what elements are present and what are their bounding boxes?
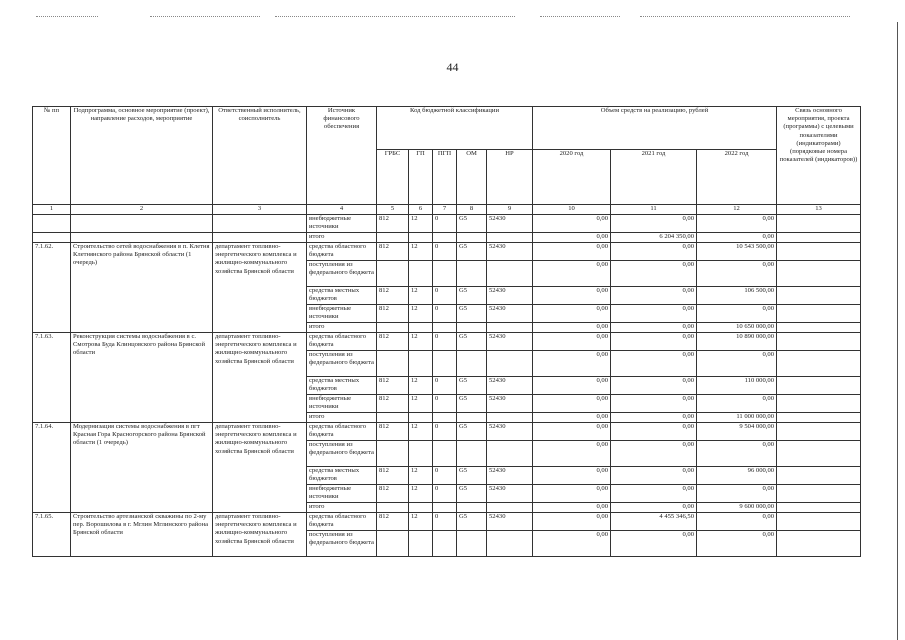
amount-y2020: 0,00 [533, 233, 611, 243]
source-cell: средства областного бюджета [307, 513, 377, 531]
amount-y2020: 0,00 [533, 287, 611, 305]
link-cell [777, 441, 861, 467]
pgp-cell [433, 531, 457, 557]
pgp-cell: 0 [433, 513, 457, 531]
amount-y2020: 0,00 [533, 215, 611, 233]
pgp-cell [433, 323, 457, 333]
amount-y2020: 0,00 [533, 333, 611, 351]
header-program: Подпрограмма, основное мероприятие (проект), направление расходов, мероприятие [71, 107, 213, 205]
om-cell: G5 [457, 333, 487, 351]
amount-y2021: 0,00 [611, 531, 697, 557]
amount-y2021: 0,00 [611, 503, 697, 513]
source-cell: средства местных бюджетов [307, 287, 377, 305]
nr-cell [487, 441, 533, 467]
gp-cell [409, 531, 433, 557]
gp-cell [409, 261, 433, 287]
amount-y2022: 96 000,00 [697, 467, 777, 485]
source-cell: внебюджетные источники [307, 395, 377, 413]
nr-cell [487, 531, 533, 557]
grbs-cell [377, 531, 409, 557]
amount-y2021: 0,00 [611, 215, 697, 233]
header-source: Источник финансового обеспечения [307, 107, 377, 205]
nr-cell: 52430 [487, 377, 533, 395]
gp-cell [409, 413, 433, 423]
link-cell [777, 503, 861, 513]
nr-cell: 52430 [487, 395, 533, 413]
header-2021: 2021 год [611, 150, 697, 205]
amount-y2021: 0,00 [611, 287, 697, 305]
pgp-cell [433, 413, 457, 423]
header-gp: ГП [409, 150, 433, 205]
amount-y2022: 10 650 000,00 [697, 323, 777, 333]
amount-y2020: 0,00 [533, 261, 611, 287]
amount-y2020: 0,00 [533, 395, 611, 413]
gp-cell [409, 351, 433, 377]
col-number: 12 [697, 205, 777, 215]
grbs-cell: 812 [377, 485, 409, 503]
amount-y2021: 0,00 [611, 377, 697, 395]
col-number: 6 [409, 205, 433, 215]
item-name: Строительство артезианской скважины по 2-му пер. Ворошилова в г. Мглин Мглинского района Брянской области [71, 513, 213, 557]
table-row [33, 215, 861, 233]
table-row [33, 513, 861, 531]
column-numbers-row [33, 205, 861, 215]
table-row [33, 243, 861, 261]
col-number: 7 [433, 205, 457, 215]
amount-y2022: 10 543 500,00 [697, 243, 777, 261]
amount-y2021: 0,00 [611, 395, 697, 413]
amount-y2021: 0,00 [611, 441, 697, 467]
budget-table [32, 106, 861, 557]
amount-y2022: 0,00 [697, 441, 777, 467]
table-row [33, 423, 861, 441]
item-responsible: департамент топливно-энергетического комплекса и жилищно-коммунального хозяйства Брянской области [213, 243, 307, 333]
pgp-cell [433, 233, 457, 243]
source-cell: поступления из федерального бюджета [307, 351, 377, 377]
link-cell [777, 233, 861, 243]
nr-cell: 52430 [487, 333, 533, 351]
col-number: 8 [457, 205, 487, 215]
pgp-cell: 0 [433, 395, 457, 413]
link-cell [777, 423, 861, 441]
amount-y2021: 0,00 [611, 413, 697, 423]
header-budget-code: Код бюджетной классификации [377, 107, 533, 150]
om-cell: G5 [457, 423, 487, 441]
gp-cell: 12 [409, 423, 433, 441]
gp-cell: 12 [409, 513, 433, 531]
source-cell: итого [307, 503, 377, 513]
gp-cell: 12 [409, 467, 433, 485]
om-cell: G5 [457, 395, 487, 413]
nr-cell [487, 351, 533, 377]
nr-cell [487, 503, 533, 513]
col-number: 11 [611, 205, 697, 215]
item-name: Строительство сетей водоснабжения в п. Клетня Клетнянского района Брянской области (1 очередь) [71, 243, 213, 333]
amount-y2022: 106 500,00 [697, 287, 777, 305]
program-cell [71, 233, 213, 243]
gp-cell: 12 [409, 243, 433, 261]
grbs-cell [377, 441, 409, 467]
nr-cell [487, 323, 533, 333]
col-number: 1 [33, 205, 71, 215]
om-cell: G5 [457, 305, 487, 323]
gp-cell: 12 [409, 333, 433, 351]
pgp-cell [433, 351, 457, 377]
pgp-cell: 0 [433, 485, 457, 503]
amount-y2020: 0,00 [533, 485, 611, 503]
col-number: 4 [307, 205, 377, 215]
header-link: Связь основного мероприятия, проекта (программы) с целевыми показателями (индикаторами) (порядковые номера показателей (индикаторов)) [777, 107, 861, 205]
link-cell [777, 395, 861, 413]
grbs-cell: 812 [377, 305, 409, 323]
om-cell [457, 261, 487, 287]
amount-y2021: 0,00 [611, 467, 697, 485]
scan-header-artifacts [0, 0, 905, 28]
amount-y2021: 0,00 [611, 243, 697, 261]
item-number: 7.1.62. [33, 243, 71, 333]
header-row [33, 107, 861, 150]
gp-cell: 12 [409, 305, 433, 323]
amount-y2022: 0,00 [697, 215, 777, 233]
pgp-cell [433, 503, 457, 513]
grbs-cell: 812 [377, 243, 409, 261]
amount-y2021: 0,00 [611, 351, 697, 377]
col-number: 9 [487, 205, 533, 215]
scan-artifact [540, 16, 620, 17]
grbs-cell: 812 [377, 333, 409, 351]
page-edge-line [897, 22, 898, 640]
table-row [33, 233, 861, 243]
link-cell [777, 377, 861, 395]
num-cell [33, 215, 71, 233]
link-cell [777, 261, 861, 287]
om-cell [457, 413, 487, 423]
amount-y2021: 0,00 [611, 485, 697, 503]
link-cell [777, 323, 861, 333]
amount-y2021: 0,00 [611, 305, 697, 323]
amount-y2021: 0,00 [611, 333, 697, 351]
item-number: 7.1.65. [33, 513, 71, 557]
nr-cell: 52430 [487, 423, 533, 441]
amount-y2020: 0,00 [533, 243, 611, 261]
amount-y2022: 0,00 [697, 395, 777, 413]
scan-artifact [275, 16, 515, 17]
amount-y2020: 0,00 [533, 467, 611, 485]
header-2020: 2020 год [533, 150, 611, 205]
grbs-cell: 812 [377, 513, 409, 531]
amount-y2022: 11 000 000,00 [697, 413, 777, 423]
grbs-cell: 812 [377, 467, 409, 485]
nr-cell: 52430 [487, 513, 533, 531]
amount-y2022: 0,00 [697, 531, 777, 557]
amount-y2021: 4 455 346,50 [611, 513, 697, 531]
om-cell [457, 233, 487, 243]
source-cell: средства местных бюджетов [307, 377, 377, 395]
pgp-cell: 0 [433, 305, 457, 323]
nr-cell: 52430 [487, 215, 533, 233]
link-cell [777, 413, 861, 423]
om-cell [457, 351, 487, 377]
nr-cell [487, 413, 533, 423]
amount-y2020: 0,00 [533, 423, 611, 441]
amount-y2022: 9 600 000,00 [697, 503, 777, 513]
item-name: Модернизация системы водоснабжения в пгт Красная Гора Красногорского района Брянской области (1 очередь) [71, 423, 213, 513]
pgp-cell [433, 441, 457, 467]
link-cell [777, 513, 861, 531]
source-cell: средства областного бюджета [307, 423, 377, 441]
amount-y2020: 0,00 [533, 531, 611, 557]
amount-y2021: 6 204 350,00 [611, 233, 697, 243]
col-number: 2 [71, 205, 213, 215]
scan-artifact [36, 16, 98, 17]
link-cell [777, 467, 861, 485]
om-cell: G5 [457, 467, 487, 485]
program-cell [71, 215, 213, 233]
grbs-cell [377, 413, 409, 423]
amount-y2020: 0,00 [533, 377, 611, 395]
om-cell: G5 [457, 287, 487, 305]
source-cell: внебюджетные источники [307, 305, 377, 323]
amount-y2022: 0,00 [697, 261, 777, 287]
nr-cell: 52430 [487, 305, 533, 323]
nr-cell: 52430 [487, 287, 533, 305]
grbs-cell: 812 [377, 287, 409, 305]
col-number: 10 [533, 205, 611, 215]
header-pgp: ПГП [433, 150, 457, 205]
source-cell: внебюджетные источники [307, 485, 377, 503]
amount-y2022: 0,00 [697, 351, 777, 377]
amount-y2020: 0,00 [533, 513, 611, 531]
amount-y2022: 110 000,00 [697, 377, 777, 395]
nr-cell: 52430 [487, 467, 533, 485]
amount-y2022: 10 890 000,00 [697, 333, 777, 351]
col-number: 13 [777, 205, 861, 215]
amount-y2020: 0,00 [533, 323, 611, 333]
gp-cell: 12 [409, 215, 433, 233]
amount-y2022: 0,00 [697, 513, 777, 531]
pgp-cell: 0 [433, 215, 457, 233]
link-cell [777, 243, 861, 261]
nr-cell [487, 233, 533, 243]
source-cell: средства местных бюджетов [307, 467, 377, 485]
grbs-cell [377, 503, 409, 513]
header-num: № пп [33, 107, 71, 205]
responsible-cell [213, 233, 307, 243]
link-cell [777, 215, 861, 233]
scan-artifact [150, 16, 260, 17]
source-cell: средства областного бюджета [307, 243, 377, 261]
amount-y2021: 0,00 [611, 261, 697, 287]
grbs-cell: 812 [377, 423, 409, 441]
grbs-cell [377, 351, 409, 377]
item-responsible: департамент топливно-энергетического комплекса и жилищно-коммунального хозяйства Брянской области [213, 513, 307, 557]
header-responsible: Ответственный исполнитель, соисполнитель [213, 107, 307, 205]
gp-cell: 12 [409, 395, 433, 413]
link-cell [777, 287, 861, 305]
nr-cell [487, 261, 533, 287]
gp-cell: 12 [409, 485, 433, 503]
header-volume: Объем средств на реализацию, рублей [533, 107, 777, 150]
item-responsible: департамент топливно-энергетического комплекса и жилищно-коммунального хозяйства Брянской области [213, 333, 307, 423]
link-cell [777, 485, 861, 503]
grbs-cell: 812 [377, 395, 409, 413]
om-cell: G5 [457, 513, 487, 531]
grbs-cell [377, 233, 409, 243]
pgp-cell: 0 [433, 467, 457, 485]
source-cell: поступления из федерального бюджета [307, 441, 377, 467]
link-cell [777, 351, 861, 377]
source-cell: итого [307, 323, 377, 333]
amount-y2020: 0,00 [533, 441, 611, 467]
nr-cell: 52430 [487, 485, 533, 503]
amount-y2021: 0,00 [611, 423, 697, 441]
col-number: 5 [377, 205, 409, 215]
source-cell: итого [307, 233, 377, 243]
pgp-cell: 0 [433, 243, 457, 261]
pgp-cell [433, 261, 457, 287]
om-cell [457, 441, 487, 467]
amount-y2021: 0,00 [611, 323, 697, 333]
nr-cell: 52430 [487, 243, 533, 261]
amount-y2022: 0,00 [697, 485, 777, 503]
om-cell: G5 [457, 243, 487, 261]
header-om: ОМ [457, 150, 487, 205]
item-number: 7.1.63. [33, 333, 71, 423]
source-cell: внебюджетные источники [307, 215, 377, 233]
amount-y2022: 0,00 [697, 233, 777, 243]
gp-cell: 12 [409, 287, 433, 305]
scan-artifact [640, 16, 850, 17]
header-nr: НР [487, 150, 533, 205]
amount-y2020: 0,00 [533, 413, 611, 423]
item-responsible: департамент топливно-энергетического комплекса и жилищно-коммунального хозяйства Брянской области [213, 423, 307, 513]
om-cell: G5 [457, 485, 487, 503]
grbs-cell [377, 261, 409, 287]
table-row [33, 333, 861, 351]
responsible-cell [213, 215, 307, 233]
grbs-cell: 812 [377, 215, 409, 233]
page-number: 44 [446, 60, 459, 74]
om-cell: G5 [457, 215, 487, 233]
num-cell [33, 233, 71, 243]
amount-y2022: 9 504 000,00 [697, 423, 777, 441]
grbs-cell [377, 323, 409, 333]
link-cell [777, 333, 861, 351]
link-cell [777, 531, 861, 557]
col-number: 3 [213, 205, 307, 215]
source-cell: итого [307, 413, 377, 423]
gp-cell [409, 233, 433, 243]
gp-cell [409, 503, 433, 513]
item-number: 7.1.64. [33, 423, 71, 513]
link-cell [777, 305, 861, 323]
amount-y2020: 0,00 [533, 503, 611, 513]
om-cell [457, 503, 487, 513]
header-grbs: ГРБС [377, 150, 409, 205]
om-cell [457, 323, 487, 333]
pgp-cell: 0 [433, 423, 457, 441]
source-cell: поступления из федерального бюджета [307, 261, 377, 287]
gp-cell [409, 323, 433, 333]
amount-y2020: 0,00 [533, 351, 611, 377]
item-name: Реконструкция системы водоснабжения в с. Смотрова Буда Клинцовского района Брянской области [71, 333, 213, 423]
pgp-cell: 0 [433, 333, 457, 351]
gp-cell: 12 [409, 377, 433, 395]
amount-y2020: 0,00 [533, 305, 611, 323]
pgp-cell: 0 [433, 377, 457, 395]
header-2022: 2022 год [697, 150, 777, 205]
source-cell: средства областного бюджета [307, 333, 377, 351]
grbs-cell: 812 [377, 377, 409, 395]
om-cell [457, 531, 487, 557]
pgp-cell: 0 [433, 287, 457, 305]
gp-cell [409, 441, 433, 467]
om-cell: G5 [457, 377, 487, 395]
amount-y2022: 0,00 [697, 305, 777, 323]
source-cell: поступления из федерального бюджета [307, 531, 377, 557]
